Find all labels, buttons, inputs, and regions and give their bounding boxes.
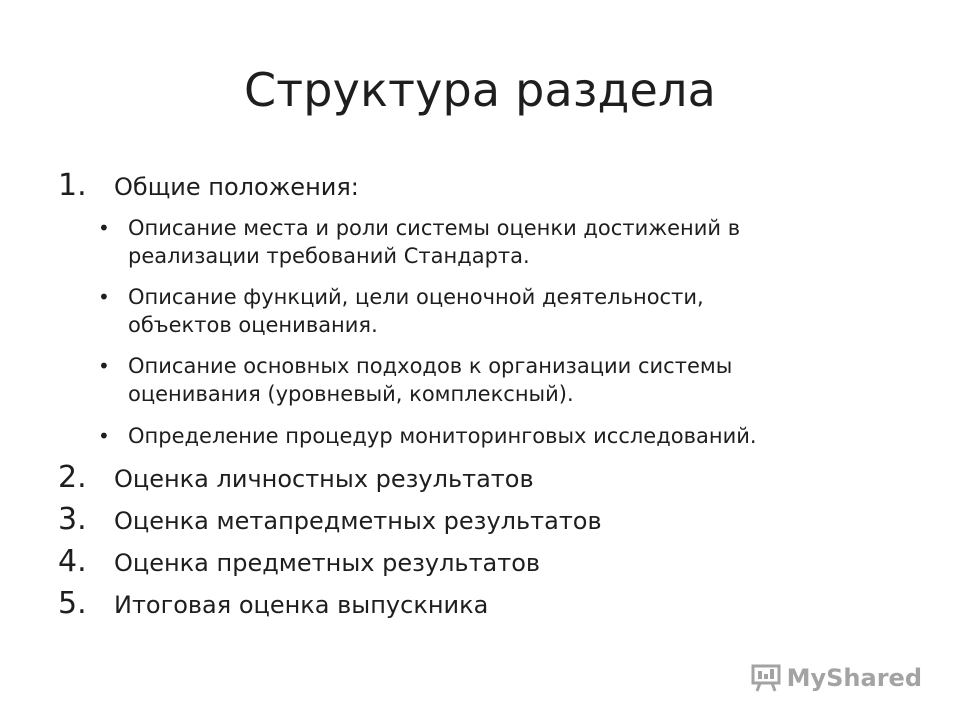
bullet-text-line: реализации требований Стандарта. bbox=[128, 244, 530, 268]
numbered-item-4 bbox=[58, 544, 540, 580]
bullet-text-line: Описание основных подходов к организации системы bbox=[128, 354, 733, 378]
bullet-item-3 bbox=[98, 352, 918, 408]
item-text: Итоговая оценка выпускника bbox=[114, 591, 489, 619]
bullet-text-line: Описание функций, цели оценочной деятельности, bbox=[128, 285, 704, 309]
bullet-text-line: оценивания (уровневый, комплексный). bbox=[128, 382, 574, 406]
item-text: Оценка метапредметных результатов bbox=[114, 507, 602, 535]
bullet-text-line: объектов оценивания. bbox=[128, 313, 378, 337]
item-number: 4. bbox=[58, 544, 87, 579]
numbered-item-5 bbox=[58, 586, 488, 622]
bullet-text-line: Определение процедур мониторинговых исследований. bbox=[128, 424, 757, 448]
bullet-marker: • bbox=[98, 285, 110, 309]
bullet-marker: • bbox=[98, 424, 110, 448]
bullet-text-line: Описание места и роли системы оценки достижений в bbox=[128, 216, 741, 240]
item-text: Общие положения: bbox=[114, 173, 359, 201]
bullet-marker: • bbox=[98, 216, 110, 240]
numbered-item-3 bbox=[58, 502, 602, 538]
slide-title: Структура раздела bbox=[243, 63, 717, 117]
item-number: 5. bbox=[58, 586, 87, 621]
item-text: Оценка предметных результатов bbox=[114, 549, 541, 577]
myshared-watermark bbox=[751, 664, 922, 692]
item-number: 1. bbox=[58, 168, 87, 203]
numbered-item-2 bbox=[58, 460, 534, 496]
numbered-item-1 bbox=[58, 168, 359, 204]
bullet-item-4 bbox=[98, 422, 918, 450]
item-number: 3. bbox=[58, 502, 87, 537]
presentation-board-icon bbox=[751, 664, 781, 692]
watermark-text: MyShared bbox=[786, 664, 922, 692]
item-number: 2. bbox=[58, 460, 87, 495]
bullet-item-1 bbox=[98, 214, 918, 270]
item-text: Оценка личностных результатов bbox=[114, 465, 534, 493]
bullet-item-2 bbox=[98, 283, 918, 339]
bullet-marker: • bbox=[98, 354, 110, 378]
